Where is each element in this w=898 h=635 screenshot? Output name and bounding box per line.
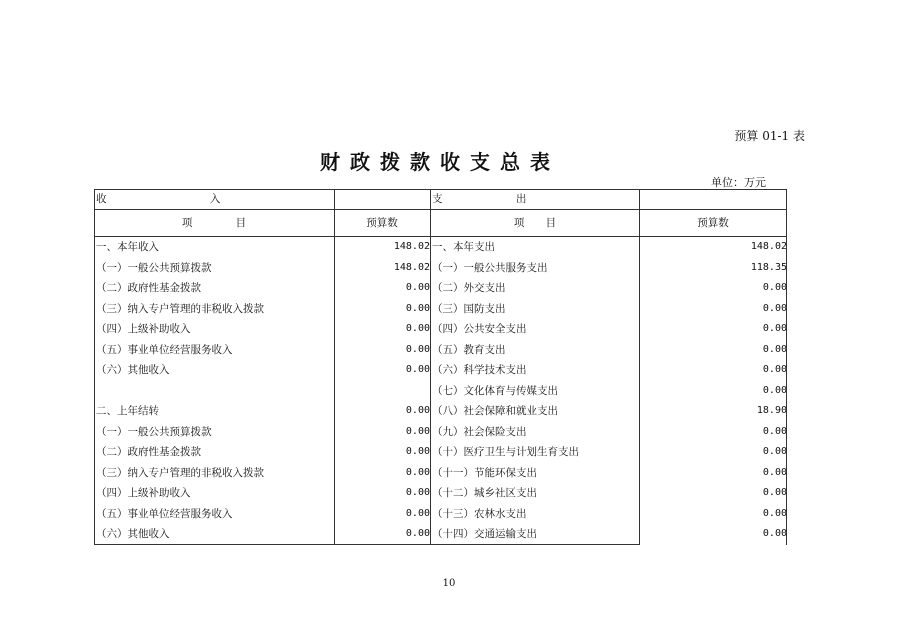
expense-amount-cell: 0.00 <box>762 302 787 314</box>
expense-group-header <box>431 189 639 210</box>
expense-amount-cell: 0.00 <box>762 323 787 334</box>
table-left-border <box>94 189 95 545</box>
expense-budget-column-header: 预算数 <box>697 217 729 229</box>
income-amount-cell: 0.00 <box>405 302 430 314</box>
income-item-cell: （五）事业单位经营服务收入 <box>96 343 233 356</box>
table-bottom-border <box>94 544 639 545</box>
header-divider <box>94 209 787 210</box>
expense-item-cell: （四）公共安全支出 <box>432 323 527 335</box>
expense-group-label: 支 出 <box>432 193 527 205</box>
expense-amount-cell: 118.35 <box>750 261 787 273</box>
income-item-cell: （四）上级补助收入 <box>96 323 191 335</box>
expense-item-cell: （十四）交通运输支出 <box>432 528 537 540</box>
expense-amount-cell: 0.00 <box>762 487 787 498</box>
expense-item-col-label: 项 目 <box>513 217 557 229</box>
expense-amount-cell: 0.00 <box>762 425 787 437</box>
expense-item-cell: （十二）城乡社区支出 <box>432 487 537 499</box>
income-item-cell: （一）一般公共预算拨款 <box>96 425 212 438</box>
expense-amount-cell: 148.02 <box>750 241 787 252</box>
income-amount-cell: 0.00 <box>405 343 430 355</box>
income-amount-cell: 0.00 <box>405 528 430 539</box>
expense-amount-cell: 18.90 <box>756 405 787 416</box>
expense-amount-cell: 0.00 <box>762 343 787 355</box>
expense-item-cell: （六）科学技术支出 <box>432 364 527 376</box>
expense-item-cell: （十三）农林水支出 <box>432 507 527 520</box>
expense-item-cell: （七）文化体育与传媒支出 <box>432 384 558 397</box>
income-item-cell: （三）纳入专户管理的非税收入拨款 <box>96 302 264 315</box>
income-amount-cell: 148.02 <box>393 261 430 273</box>
income-item-cell <box>94 381 332 402</box>
expense-item-cell: （十）医疗卫生与计划生育支出 <box>432 446 579 458</box>
income-amount-cell: 0.00 <box>405 364 430 375</box>
income-item-cell: （二）政府性基金拨款 <box>96 446 201 458</box>
expense-item-cell: 一、本年支出 <box>432 241 495 253</box>
expense-column-divider <box>639 189 640 545</box>
table-top-border <box>94 189 787 190</box>
income-amount-cell: 0.00 <box>405 405 430 416</box>
income-item-cell: （一）一般公共预算拨款 <box>96 261 212 274</box>
income-amount-cell: 148.02 <box>393 241 430 252</box>
income-item-cell: 一、本年收入 <box>96 241 159 253</box>
table-code: 预算 01-1 表 <box>734 129 805 143</box>
page-number: 10 <box>442 578 456 589</box>
page-title: 财政拨款收支总表 <box>320 150 560 174</box>
expense-item-cell: （二）外交支出 <box>432 282 506 294</box>
expense-item-cell: （五）教育支出 <box>432 343 506 356</box>
expense-amount-cell: 0.00 <box>762 384 787 396</box>
table-right-border <box>786 189 787 545</box>
income-item-cell: （六）其他收入 <box>96 364 170 376</box>
expense-item-column-header <box>431 213 639 234</box>
income-amount-cell: 0.00 <box>405 487 430 498</box>
income-amount-cell: 0.00 <box>405 282 430 293</box>
income-item-cell: （四）上级补助收入 <box>96 487 191 499</box>
expense-item-cell: （三）国防支出 <box>432 302 506 315</box>
income-amount-cell: 0.00 <box>405 507 430 519</box>
income-column-divider <box>334 189 335 545</box>
expense-amount-cell: 0.00 <box>762 528 787 539</box>
income-group-label: 收 入 <box>96 193 221 205</box>
income-item-column-header <box>94 213 334 234</box>
income-amount-cell <box>334 381 430 402</box>
center-divider <box>430 189 431 545</box>
expense-amount-cell: 0.00 <box>762 446 787 457</box>
header-bottom-border <box>94 236 787 237</box>
income-budget-column-header: 预算数 <box>366 217 398 229</box>
income-group-header <box>94 189 428 210</box>
expense-amount-cell: 0.00 <box>762 507 787 519</box>
income-amount-cell: 0.00 <box>405 466 430 478</box>
income-item-cell: （五）事业单位经营服务收入 <box>96 507 233 520</box>
expense-amount-cell: 0.00 <box>762 364 787 375</box>
income-item-cell: （二）政府性基金拨款 <box>96 282 201 294</box>
income-amount-cell: 0.00 <box>405 425 430 437</box>
expense-item-cell: （八）社会保障和就业支出 <box>432 405 558 417</box>
expense-amount-cell: 0.00 <box>762 466 787 478</box>
income-amount-cell: 0.00 <box>405 323 430 334</box>
income-item-cell: （三）纳入专户管理的非税收入拨款 <box>96 466 264 479</box>
unit-label: 单位：万元 <box>711 176 766 189</box>
expense-amount-cell: 0.00 <box>762 282 787 293</box>
budget-table <box>94 189 787 545</box>
expense-item-cell: （九）社会保险支出 <box>432 425 527 438</box>
income-item-cell: 二、上年结转 <box>96 405 159 417</box>
income-amount-cell: 0.00 <box>405 446 430 457</box>
income-item-cell: （六）其他收入 <box>96 528 170 540</box>
expense-item-cell: （一）一般公共服务支出 <box>432 261 548 274</box>
income-item-col-label: 项 目 <box>181 217 247 229</box>
expense-item-cell: （十一）节能环保支出 <box>432 466 537 479</box>
